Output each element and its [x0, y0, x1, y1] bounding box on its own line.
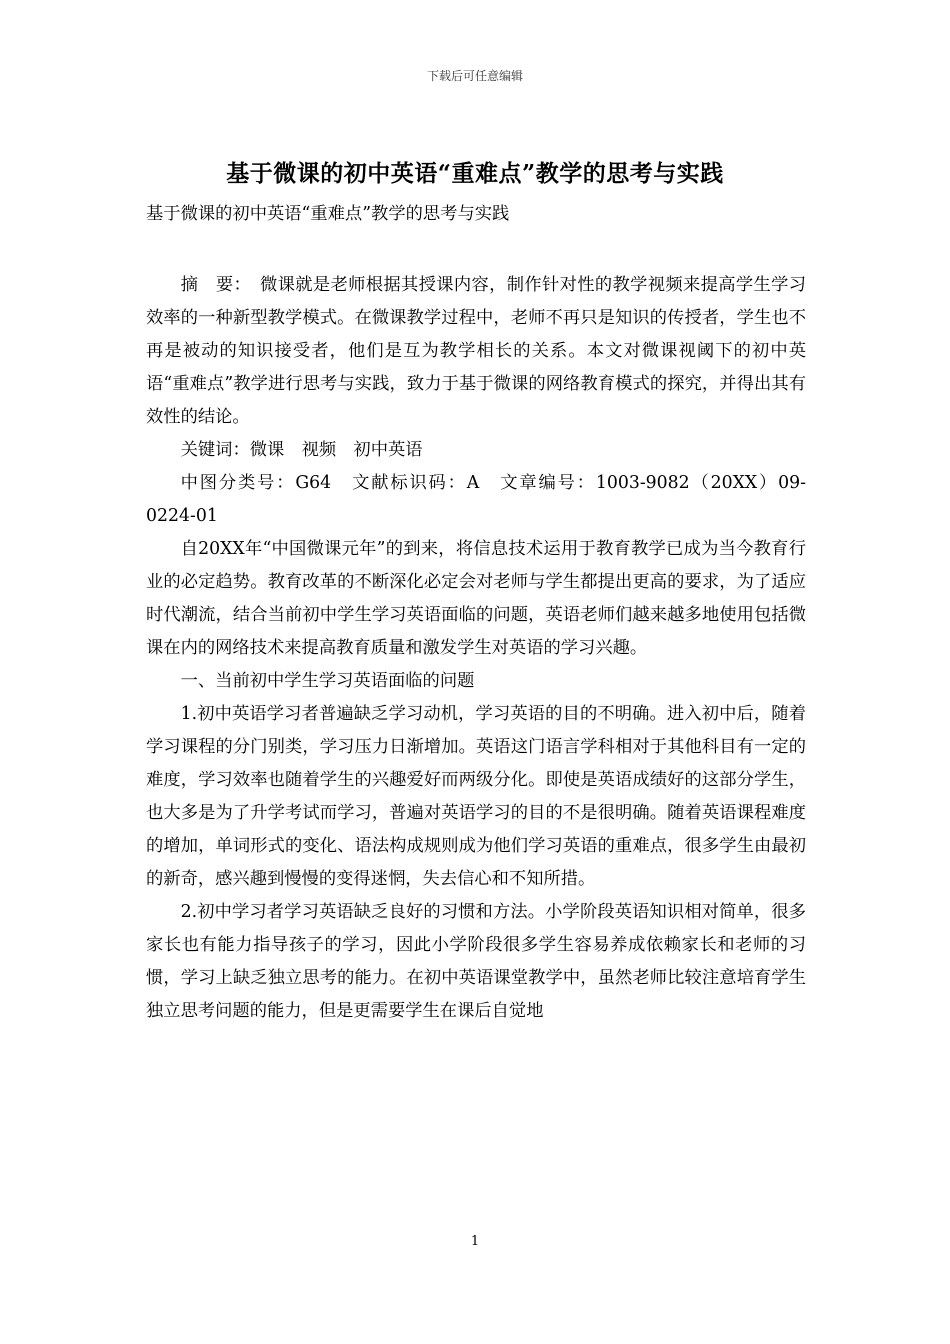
point-one-paragraph: 1.初中英语学习者普遍缺乏学习动机，学习英语的目的不明确。进入初中后，随着学习课程的分门别类，学习压力日渐增加。英语这门语言学科相对于其他科目有一定的难度，学习效率也随着学生的兴趣爱好而两级分化。即使是英语成绩好的这部分学生，也大多是为了升学考试而学习，普遍对英语学习的目的不是很明确。随着英语课程难度的增加，单词形式的变化、语法构成规则成为他们学习英语的重难点，很多学生由最初的新奇，感兴趣到慢慢的变得迷惘，失去信心和不知所措。: [146, 704, 806, 889]
keywords-line: 关键词：微课 视频 初中英语: [180, 440, 423, 460]
point-two-paragraph: 2.初中学习者学习英语缺乏良好的习惯和方法。小学阶段英语知识相对简单，很多家长也有能力指导孩子的学习，因此小学阶段很多学生容易养成依赖家长和老师的习惯，学习上缺乏独立思考的能力。在初中英语课堂教学中，虽然老师比较注意培育学生独立思考问题的能力，但是更需要学生在课后自觉地: [146, 902, 806, 1021]
header-note: 下载后可任意编辑: [426, 69, 523, 83]
abstract-paragraph: 摘 要： 微课就是老师根据其授课内容，制作针对性的教学视频来提高学生学习效率的一种新型教学模式。在微课教学过程中，老师不再只是知识的传授者，学生也不再是被动的知识接受者，他们是互为教学相长的关系。本文对微课视阈下的初中英语“重难点”教学进行思考与实践，致力于基于微课的网络教育模式的探究，并得出其有效性的结论。: [146, 275, 806, 427]
document-body: [146, 198, 806, 1028]
spacer: [146, 231, 806, 269]
page-number: 1: [470, 1234, 480, 1249]
classification-line: 中图分类号：G64 文献标识码：A 文章编号：1003-9082（20XX）09-0224-01: [146, 473, 806, 526]
intro-paragraph: 自20XX年“中国微课元年”的到来，将信息技术运用于教育教学已成为当今教育行业的必定趋势。教育改革的不断深化必定会对老师与学生都提出更高的要求，为了适应时代潮流，结合当前初中学生学习英语面临的问题，英语老师们越来越多地使用包括微课在内的网络技术来提高教育质量和激发学生对英语的学习兴趣。: [146, 539, 806, 658]
document-title: 基于微课的初中英语“重难点”教学的思考与实践: [226, 160, 724, 187]
section-heading: 一、当前初中学生学习英语面临的问题: [180, 671, 475, 691]
document-subtitle: 基于微课的初中英语“重难点”教学的思考与实践: [146, 204, 510, 224]
